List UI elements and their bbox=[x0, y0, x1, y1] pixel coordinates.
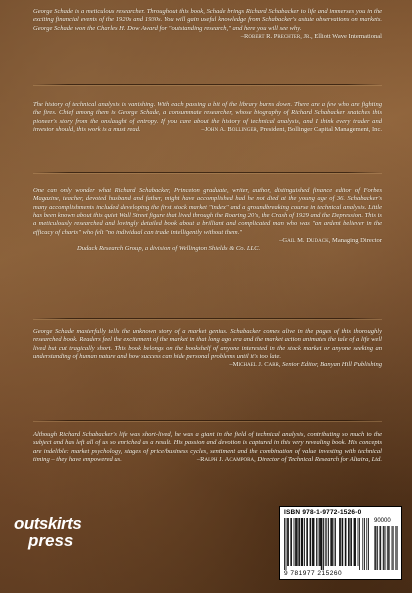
blurb-author: –Ralph J. Acampora, bbox=[196, 456, 256, 464]
barcode-bar bbox=[342, 518, 343, 566]
divider-rule bbox=[33, 84, 382, 85]
barcode-bar bbox=[322, 518, 323, 570]
barcode-bar bbox=[359, 518, 360, 570]
barcode-bar bbox=[310, 518, 311, 566]
barcode-bar bbox=[340, 518, 341, 566]
barcode-bar bbox=[349, 518, 350, 566]
blurb-author: –Gail M. Dudack, bbox=[279, 237, 331, 245]
barcode-addon-bar bbox=[388, 526, 389, 570]
blurb-affiliation: Managing Director bbox=[332, 237, 382, 245]
blurb-attribution bbox=[241, 33, 382, 41]
divider-rule bbox=[33, 172, 382, 173]
barcode-bar bbox=[318, 518, 319, 566]
barcode-bar bbox=[351, 518, 352, 566]
barcode-bar bbox=[339, 518, 340, 566]
blurb-author: –John A. Bollinger, bbox=[201, 126, 259, 134]
barcode-bar bbox=[320, 518, 321, 566]
barcode-bar bbox=[348, 518, 349, 566]
barcode-bar bbox=[342, 518, 343, 566]
barcode-bar bbox=[298, 518, 299, 566]
barcode-bar bbox=[297, 518, 298, 566]
barcode-bar bbox=[287, 518, 288, 566]
barcode-bar bbox=[301, 518, 302, 566]
barcode-bar bbox=[307, 518, 308, 566]
blurb-author: –Robert R. Prechter, Jr., bbox=[240, 33, 313, 41]
barcode-bar bbox=[314, 518, 315, 566]
barcode-bar bbox=[291, 518, 292, 566]
barcode-bar bbox=[284, 518, 285, 570]
barcode-bar bbox=[312, 518, 313, 566]
barcode-addon-bar bbox=[377, 526, 378, 570]
barcode-bar bbox=[368, 518, 369, 570]
barcode-bars bbox=[284, 518, 398, 570]
barcode-addon-bar bbox=[392, 526, 393, 570]
barcode-bar bbox=[296, 518, 297, 566]
blurb-affiliation-line2: Dudack Research Group, a division of Wellington Shields & Co. LLC. bbox=[77, 245, 261, 253]
barcode-bar bbox=[331, 518, 332, 566]
barcode-addon-bar bbox=[380, 526, 381, 570]
blurb-acampora bbox=[33, 431, 382, 464]
divider-rule bbox=[33, 318, 382, 319]
blurb-attribution bbox=[33, 361, 382, 369]
barcode-bar bbox=[299, 518, 300, 566]
barcode-bar bbox=[354, 518, 355, 566]
price-code: 90000 bbox=[374, 518, 391, 524]
blurb-dudack bbox=[33, 187, 382, 254]
blurb-attribution bbox=[197, 456, 382, 464]
divider-rule bbox=[33, 420, 382, 421]
barcode-bar bbox=[294, 518, 295, 566]
barcode-bar bbox=[334, 518, 335, 566]
barcode-bar bbox=[355, 518, 356, 566]
barcode-addon-bar bbox=[375, 526, 376, 570]
barcode-addon-bar bbox=[376, 526, 377, 570]
barcode-addon-bar bbox=[386, 526, 387, 570]
publisher-logo bbox=[14, 515, 92, 559]
barcode-bar bbox=[286, 518, 287, 570]
barcode-bar bbox=[345, 518, 346, 566]
publisher-logo-line2: press bbox=[28, 531, 74, 550]
barcode-addon-bar bbox=[374, 526, 375, 570]
blurb-author: –Michael J. Carr, bbox=[229, 361, 281, 369]
barcode-addon-bar bbox=[388, 526, 389, 570]
barcode-bar bbox=[332, 518, 333, 566]
barcode-addon-bar bbox=[392, 526, 393, 570]
barcode-addon-bar bbox=[381, 526, 382, 570]
barcode-addon-bar bbox=[383, 526, 384, 570]
barcode-addon-bar bbox=[383, 526, 384, 570]
barcode-bar bbox=[335, 518, 336, 566]
barcode-bar bbox=[302, 518, 303, 566]
barcode-addon-bar bbox=[389, 526, 390, 570]
barcode-addon-bar bbox=[377, 526, 378, 570]
barcode-addon-bar bbox=[397, 526, 398, 570]
barcode-bar bbox=[310, 518, 311, 566]
blurb-text: Although Richard Schabacker's life was short-lived, he was a giant in the field of technical analysis, contributing so much to the subject and has left all of us so enriched as a result. His passion and devotion is captured in this very revealing book. His concepts are indelible: market psychology, stages of price/business cycles, sentiment and the combination of value investing with technical timing – they have empowered us. bbox=[33, 431, 382, 464]
isbn-barcode bbox=[279, 506, 402, 580]
ean-digits: 9 781977 215260 bbox=[284, 570, 343, 577]
barcode-addon-bar bbox=[393, 526, 394, 570]
barcode-bar bbox=[321, 518, 322, 570]
barcode-bar bbox=[319, 518, 320, 566]
barcode-addon-bar bbox=[384, 526, 385, 570]
barcode-bar bbox=[304, 518, 305, 566]
blurb-attribution bbox=[201, 126, 382, 134]
barcode-bar bbox=[364, 518, 365, 570]
barcode-bar bbox=[328, 518, 329, 566]
barcode-addon-bar bbox=[379, 526, 380, 570]
barcode-bar bbox=[358, 518, 359, 566]
blurb-text: George Schade masterfully tells the unknown story of a market genius. Schabacker comes alive in the pages of this thoroughly researched book. Readers feel the excitement of the market in that long ago era and the market action animates the tale of a life well lived but cut tragically short. This book belongs on the bookshelf of anyone interested in the stock market or anyone seeking an understanding of human nature and how success can hide personal problems until it's too late. bbox=[33, 328, 382, 361]
barcode-bar bbox=[290, 518, 291, 566]
blurb-carr bbox=[33, 328, 382, 370]
barcode-bar bbox=[325, 518, 326, 566]
blurb-affiliation: Senior Editor, Banyan Hill Publishing bbox=[282, 361, 382, 369]
barcode-bar bbox=[326, 518, 327, 566]
blurb-affiliation: Elliott Wave International bbox=[314, 33, 382, 41]
barcode-bar bbox=[288, 518, 289, 566]
barcode-addon-bar bbox=[395, 526, 396, 570]
blurb-affiliation: Director of Technical Research for Altaira, Ltd. bbox=[257, 456, 382, 464]
barcode-bar bbox=[306, 518, 307, 566]
barcode-bar bbox=[346, 518, 347, 566]
blurb-text: One can only wonder what Richard Schabacker, Princeton graduate, writer, author, distinguished finance editor of Forbes Magazine, teacher, devoted husband and father, might have accomplished had he not died at the young age of 36. Schabacker's many accomplishments included developing the first stock market "index" and a groundbreaking course in technical analysis. Little has been known about this quiet Wall Street figure that lived through the Roaring 20's, the Crash of 1929 and the Depression. This is a meticulously researched and lovingly detailed book about a brilliant and complicated man who was "an ardent believer in the efficacy of charts" who felt "no individual can trade intelligently without them." bbox=[33, 187, 382, 236]
barcode-bar bbox=[313, 518, 314, 566]
publisher-logo-line1: outskirts bbox=[14, 514, 82, 533]
barcode-bar bbox=[316, 518, 317, 566]
barcode-addon-bar bbox=[396, 526, 397, 570]
barcode-addon-bar bbox=[387, 526, 388, 570]
blurb-text: The history of technical analysis is vanishing. With each passing a bit of the library burns down. There are a few who are fighting the fires. Chief among them is George Schade, a consummate researcher, whose biography of Richard Schabacker snatches this pioneer's story from the onslaught of entropy. If you care about the history of technical analysis, and I think every trader and investor should, this work is a must read. bbox=[33, 101, 382, 134]
blurb-bollinger bbox=[33, 101, 382, 134]
barcode-bar bbox=[362, 518, 363, 570]
barcode-bar bbox=[323, 518, 324, 570]
barcode-bar bbox=[302, 518, 303, 566]
isbn-text: ISBN 978-1-9772-1526-0 bbox=[284, 509, 362, 516]
barcode-bar bbox=[350, 518, 351, 566]
blurb-prechter bbox=[33, 8, 382, 41]
barcode-bar bbox=[295, 518, 296, 566]
blurb-affiliation: President, Bollinger Capital Management, Inc. bbox=[260, 126, 382, 134]
barcode-bar bbox=[366, 518, 367, 570]
barcode-bar bbox=[330, 518, 331, 566]
barcode-bar bbox=[354, 518, 355, 566]
blurb-text: George Schade is a meticulous researcher. Throughout this book, Schade brings Richard Schabacker to life and immerses you in the exciting financial events of the 1920s and 1930s. You will gain useful knowledge from Schabacker's astute observations on markets. George Schade won the Charles H. Dow Award for "outstanding research," and here you will see why. bbox=[33, 8, 382, 32]
